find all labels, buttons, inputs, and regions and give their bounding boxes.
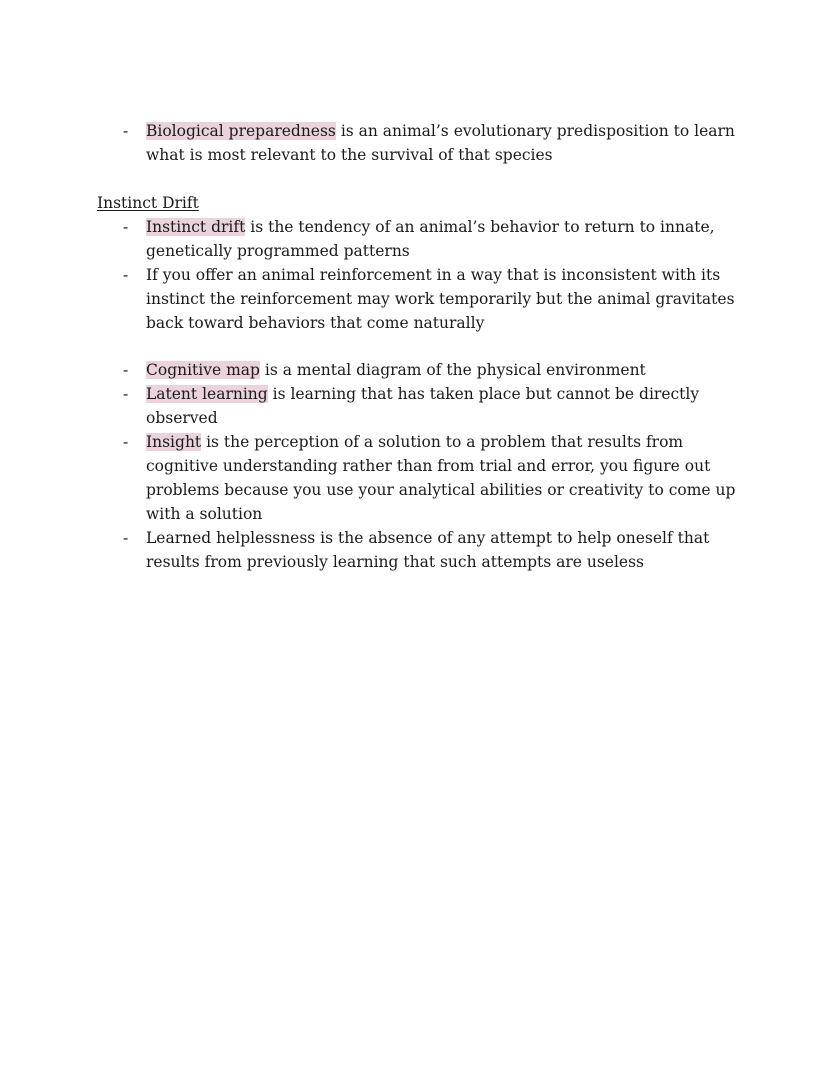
section-biological-preparedness xyxy=(97,119,737,167)
list-item xyxy=(97,430,737,526)
bullet-list xyxy=(97,215,737,335)
item-text: is an animal’s evolutionary predisposition to learn what is most relevant to the survival of that species xyxy=(146,122,735,164)
bullet-dash: - xyxy=(123,433,129,451)
item-text: If you offer an animal reinforcement in a way that is inconsistent with its instinct the reinforcement may work temporarily but the animal gravitates back toward behaviors that come naturally xyxy=(146,266,735,332)
highlighted-term: Cognitive map xyxy=(146,361,260,379)
list-item xyxy=(97,526,737,574)
item-text: is a mental diagram of the physical environment xyxy=(259,361,646,379)
list-item xyxy=(97,382,737,430)
bullet-dash: - xyxy=(123,361,129,379)
bullet-dash: - xyxy=(123,529,129,547)
item-text: Learned helplessness is the absence of any attempt to help oneself that results from previously learning that such attempts are useless xyxy=(146,529,710,571)
section-cognitive-learning xyxy=(97,358,737,574)
list-item xyxy=(97,215,737,263)
list-item xyxy=(97,119,737,167)
bullet-dash: - xyxy=(123,385,129,403)
bullet-list xyxy=(97,358,737,574)
item-text: is learning that has taken place but cannot be directly observed xyxy=(146,385,700,427)
highlighted-term: Latent learning xyxy=(146,385,268,403)
highlighted-term: Instinct drift xyxy=(146,218,246,236)
list-item xyxy=(97,263,737,335)
list-item xyxy=(97,358,737,382)
bullet-dash: - xyxy=(123,266,129,284)
bullet-dash: - xyxy=(123,218,129,236)
bullet-list xyxy=(97,119,737,167)
highlighted-term: Insight xyxy=(146,433,202,451)
highlighted-term: Biological preparedness xyxy=(146,122,336,140)
section-instinct-drift xyxy=(97,191,737,335)
section-heading: Instinct Drift xyxy=(97,194,199,212)
item-text: is the tendency of an animal’s behavior to return to innate, genetically programmed patterns xyxy=(146,218,715,260)
item-text: is the perception of a solution to a problem that results from cognitive understanding rather than from trial and error, you figure out problems because you use your analytical abilities or creativity to come up with a solution xyxy=(146,433,736,523)
bullet-dash: - xyxy=(123,122,129,140)
